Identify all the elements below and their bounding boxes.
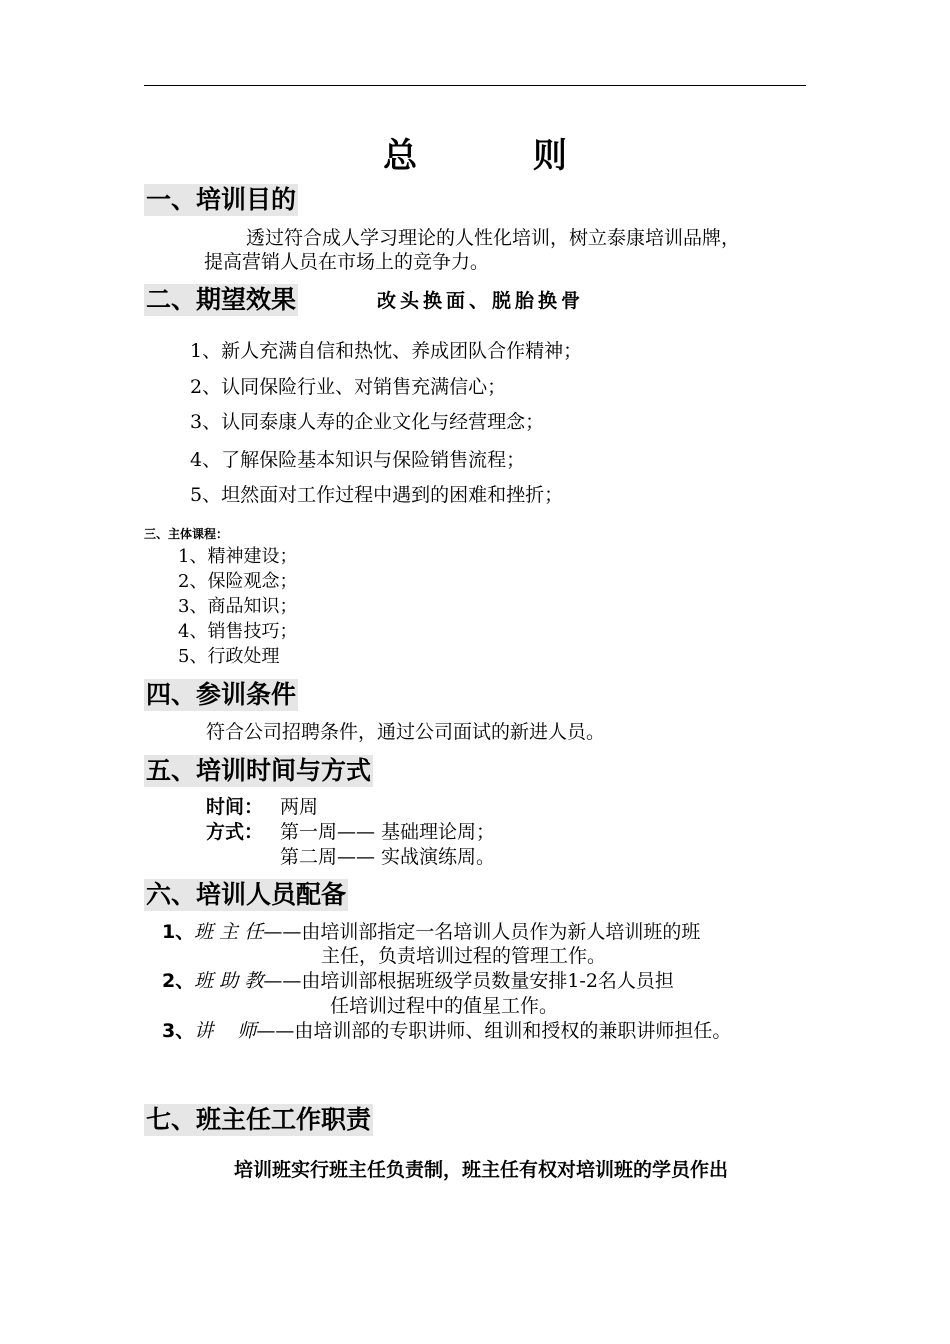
course-item-5: 5、行政处理: [178, 646, 280, 667]
staff-num-3: 3、: [162, 1020, 195, 1042]
heading-main-courses: 三、主体课程：: [144, 527, 229, 541]
mode-week-2: 第二周—— 实战演练周。: [280, 846, 496, 868]
heading-staffing: 六、培训人员配备: [146, 880, 347, 909]
heading-time-and-mode: 五、培训时间与方式: [146, 756, 372, 785]
heading-training-purpose: 一、培训目的: [146, 185, 297, 214]
effect-item-1: 1、新人充满自信和热忱、养成团队合作精神；: [190, 340, 583, 362]
effect-item-3: 3、认同泰康人寿的企业文化与经营理念；: [190, 411, 545, 433]
staff-num-1: 1、: [162, 921, 195, 943]
staff-desc-1: ——由培训部指定一名培训人员作为新人培训班的班: [263, 921, 701, 943]
effect-item-4: 4、了解保险基本知识与保险销售流程；: [190, 449, 526, 471]
course-item-3: 3、商品知识；: [178, 596, 298, 617]
staff-role-assistant: 班 助 教: [194, 970, 264, 992]
header-rule: [144, 85, 806, 86]
time-value: 两周: [280, 796, 319, 818]
time-label: 时间：: [206, 796, 264, 818]
purpose-line-1: 透过符合成人学习理论的人性化培训，树立泰康培训品牌，: [246, 227, 741, 249]
effect-item-5: 5、坦然面对工作过程中遇到的困难和挫折；: [190, 484, 564, 506]
staff-desc-3: ——由培训部的专职讲师、组训和授权的兼职讲师担任。: [256, 1020, 732, 1042]
course-item-4: 4、销售技巧；: [178, 621, 298, 642]
staff-num-2: 2、: [162, 970, 195, 992]
mode-label: 方式：: [206, 821, 264, 843]
course-item-1: 1、精神建设；: [178, 546, 298, 567]
effect-slogan: 改头换面、脱胎换骨: [377, 290, 585, 312]
course-item-2: 2、保险观念；: [178, 571, 298, 592]
staff-desc-2-cont: 任培训过程中的值星工作。: [330, 995, 559, 1017]
heading-head-teacher-duties: 七、班主任工作职责: [146, 1105, 372, 1134]
heading-expected-effect: 二、期望效果: [146, 285, 297, 314]
staff-desc-1-cont: 主任，负责培训过程的管理工作。: [321, 945, 607, 967]
page-title: 总 则: [383, 136, 619, 176]
staff-role-lecturer: 讲 师: [194, 1020, 257, 1042]
staff-row-1: [162, 919, 700, 945]
staff-role-head-teacher: 班 主 任: [194, 921, 264, 943]
mode-week-1: 第一周—— 基础理论周；: [280, 821, 496, 843]
effect-item-2: 2、认同保险行业、对销售充满信心；: [190, 376, 507, 398]
heading-participation-conditions: 四、参训条件: [146, 680, 297, 709]
staff-row-2: [162, 968, 674, 994]
purpose-line-2: 提高营销人员在市场上的竞争力。: [204, 251, 490, 273]
participation-text: 符合公司招聘条件，通过公司面试的新进人员。: [206, 721, 606, 743]
staff-desc-2: ——由培训部根据班级学员数量安排1-2名人员担: [263, 970, 674, 992]
duties-text: 培训班实行班主任负责制，班主任有权对培训班的学员作出: [234, 1159, 729, 1181]
staff-row-3: [162, 1018, 731, 1044]
